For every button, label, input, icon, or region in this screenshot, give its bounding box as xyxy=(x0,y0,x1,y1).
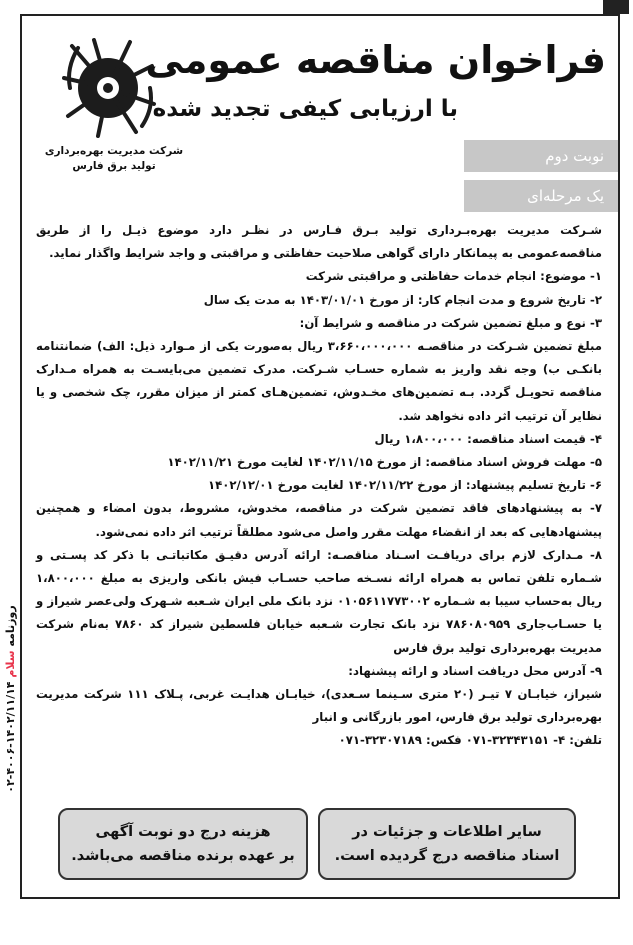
phone-line: تلفن: ۴- ۳۲۳۴۳۱۵۱-۰۷۱ فکس: ۳۲۳۰۷۱۸۹-۰۷۱ xyxy=(338,733,602,748)
ad-header xyxy=(22,16,618,221)
cost-box-line-2: بر عهده برنده مناقصه می‌باشد. xyxy=(71,848,295,864)
item-3-text: مبلغ تضمین شـرکت در مناقصـه ۳،۶۶۰،۰۰۰،۰۰۰ ریال به‌صورت یکی از مـوارد ذیل: الف) ضمانتنامه بانکـی ب) وجه نقد واریز به شماره حسـاب شـرکت. مدرک تضمین می‌بایسـت به همراه مـدارک مناقصه تحویـل گردد. بـه تضمین‌های مخـدوش، تضمین‌هـای کمتر از میزان مقرر، چک شخصی و یا نظایر آن ترتیب اثر داده نخواهد شد. xyxy=(36,339,602,423)
item-1-label: ۱- موضوع: xyxy=(540,269,602,284)
ad-title: فراخوان مناقصه عمومی xyxy=(145,38,606,82)
stage-badge: یک مرحله‌ای xyxy=(464,180,618,212)
item-3-label: ۳- نوع و مبلغ تضمین شرکت در مناقصه و شرایط آن: xyxy=(299,315,602,330)
cost-box xyxy=(58,808,308,880)
item-6-text: از مورخ ۱۴۰۲/۱۱/۲۲ لغایت مورخ ۱۴۰۲/۱۲/۰۱ xyxy=(207,478,462,493)
item-9 xyxy=(36,660,602,683)
ad-body xyxy=(36,219,602,753)
item-6-label: ۶- تاریخ تسلیم پیشنهاد: xyxy=(465,478,602,493)
item-4-label: ۴- قیمت اسناد مناقصه: xyxy=(467,431,602,446)
info-box-line-1: سایر اطلاعات و جزئیات در xyxy=(352,824,542,840)
item-2 xyxy=(36,289,602,312)
info-box xyxy=(318,808,576,880)
item-8-label: ۸- مـدارک لازم برای دریافـت اسـناد مناقصـه: xyxy=(327,547,602,562)
item-4 xyxy=(36,428,602,451)
item-5-label: ۵- مهلت فروش اسناد مناقصه: xyxy=(425,455,602,470)
ad-subtitle: با ارزیابی کیفی تجدید شده xyxy=(152,96,458,122)
item-1-text: انجام خدمات حفاظتی و مراقبتی شرکت xyxy=(305,269,537,284)
item-4-text: ۱،۸۰۰،۰۰۰ ریال xyxy=(374,431,464,446)
intro-paragraph: شـرکت مدیریت بهره‌بـرداری تولید بـرق فـارس در نظـر دارد موضوع ذیـل را از طریق مناقصه‌عمومی به پیمانکار دارای گواهی صلاحیت حفاظتی و مراقبتی و واجد شرایط واگذار نماید. xyxy=(36,223,602,261)
turbine-logo-icon xyxy=(58,38,158,138)
round-badge: نوبت دوم xyxy=(464,140,618,172)
item-6 xyxy=(36,474,602,497)
newspaper-prefix: روزنامه xyxy=(4,605,17,647)
newspaper-sidebar xyxy=(0,560,20,850)
item-2-text: از مورخ ۱۴۰۳/۰۱/۰۱ به مدت یک سال xyxy=(203,292,414,307)
corner-mark xyxy=(603,0,629,14)
item-2-label: ۲- تاریخ شروع و مدت انجام کار: xyxy=(417,292,602,307)
item-5-text: از مورخ ۱۴۰۲/۱۱/۱۵ لغایت مورخ ۱۴۰۲/۱۱/۲۱ xyxy=(167,455,422,470)
item-1 xyxy=(36,265,602,288)
item-9-label: ۹- آدرس محل دریافت اسناد و ارائه پیشنهاد: xyxy=(348,663,602,678)
newspaper-name: سلام xyxy=(4,650,17,678)
item-8 xyxy=(36,544,602,660)
ad-frame xyxy=(20,14,620,899)
item-8-text: ارائه آدرس دقیـق مکاتباتـی با ذکر کد پسـتی و شـماره تلفن تماس به همراه ارائه نسـخه صاحب حسـاب فیش بانکی واریزی به مبلغ ۱،۸۰۰،۰۰۰ ریال به‌حساب سیبا به شـماره ۰۱۰۵۶۱۱۷۷۳۰۰۲ نزد بانک ملی ایران شـعبه شـهرک ولی‌عصر شیراز و یا حسـاب‌جاری ۷۸۶۰۸۰۹۵۹ نزد بانک تجارت شـعبه خیابان فلسطین شیراز کد ۷۸۶۰ به‌نام شرکت مدیریت بهره‌برداری تولید برق فارس xyxy=(36,547,602,655)
item-5 xyxy=(36,451,602,474)
company-line-2: تولید برق فارس xyxy=(72,160,156,172)
company-line-1: شرکت مدیریت بهره‌برداری xyxy=(44,145,184,157)
cost-box-line-1: هزینه درج دو نوبت آگهی xyxy=(95,824,271,840)
item-3 xyxy=(36,312,602,335)
item-7-text: ۷- به پیشنهادهای فاقد تضمین شرکت در مناقصه، مخدوش، مشروط، بدون امضاء و همچنین پیشنهادهایی که بعد از انقضاء مهلت مقرر واصل می‌شود مطلقاً ترتیب اثر داده نمی‌شود. xyxy=(36,501,602,539)
issue-number: ۱۴۰۲/۱۱/۱۴-۴۰۰۶-۰۲ xyxy=(4,681,17,793)
company-name xyxy=(44,144,184,174)
info-box-line-2: اسناد مناقصه درج گردیده است. xyxy=(334,848,560,864)
item-9-text: شیراز، خیابـان ۷ تیـر (۲۰ متری سـینما سـعدی)، خیابـان هدایـت غربی، پـلاک ۱۱۱ شرکت مدیریت بهره‌برداری تولید برق فارس، امور بازرگانی و انبار xyxy=(36,687,603,725)
